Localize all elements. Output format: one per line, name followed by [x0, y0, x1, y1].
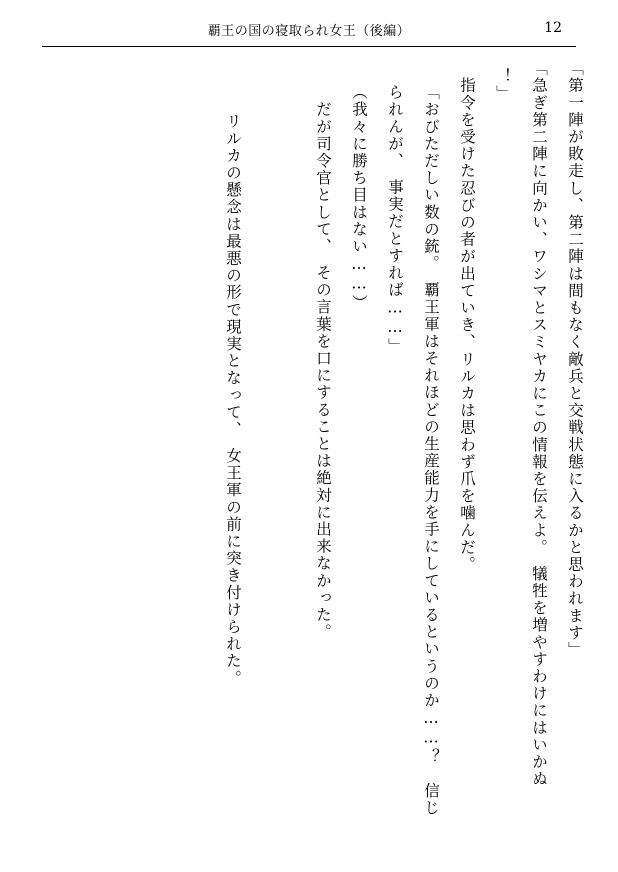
page-number: 12: [544, 20, 562, 36]
text-column: ！」: [494, 68, 512, 103]
text-column: 「急ぎ第二陣に向かい、ワシマとスミヤカにこの情報を伝えよ。 犠牲を増やすわけにはいかぬ: [530, 60, 548, 788]
header-divider: [42, 46, 576, 47]
text-column: 「おびただしい数の銃。 覇王軍はそれほどの生産能力を手にしているというのか……？ 信じ: [422, 84, 440, 817]
page-header: [0, 20, 618, 44]
column-gap: [240, 58, 294, 68]
text-column: リルカの懸念は最悪の形で現実となって、 女王軍の前に突き付けられた。: [224, 96, 242, 687]
text-column: だが司令官として、 その言葉を口にすることは絶対に出来なかった。: [314, 84, 332, 641]
text-column: られんが、 事実だとすれば……」: [386, 84, 404, 355]
text-column: 「第一陣が敗走し、第二陣は間もなく敵兵と交戦状態に入るかと思われます」: [566, 60, 584, 659]
vertical-text-body: [36, 58, 582, 848]
text-column: （我々に勝ち目はない……）: [350, 84, 368, 312]
page-header-title: 覇王の国の寝取られ女王（後編）: [207, 24, 411, 39]
text-column: 指令を受けた忍びの者が出ていき、リルカは思わず爪を噛んだ。: [458, 60, 476, 573]
